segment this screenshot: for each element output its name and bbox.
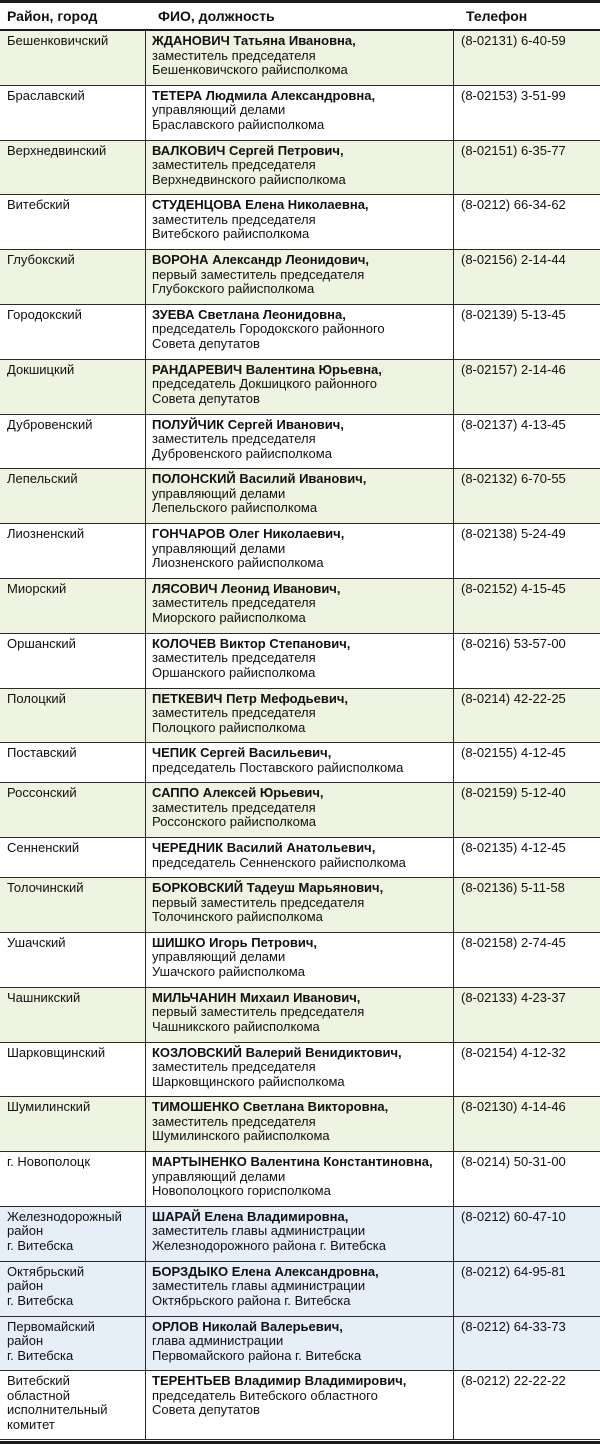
- person-given-name: Виктор Степанович,: [219, 635, 351, 651]
- person-cell: [146, 250, 454, 304]
- person-cell: [146, 305, 454, 359]
- district-cell: [0, 250, 146, 304]
- person-surname: САППО: [152, 785, 200, 801]
- person-position: председатель Поставского райисполкома: [152, 759, 404, 775]
- district-cell: [0, 305, 146, 359]
- phone-number: (8-02135) 4-12-45: [461, 840, 566, 856]
- phone-number: (8-02139) 5-13-45: [461, 306, 566, 322]
- district-name: Россонский: [7, 785, 77, 801]
- header-district: Район, город: [7, 8, 98, 24]
- table-row: [0, 1262, 600, 1317]
- phone-cell: [454, 1097, 600, 1151]
- person-name: [152, 746, 449, 761]
- person-given-name: Николай Валерьевич,: [202, 1318, 343, 1334]
- person-given-name: Александр Леонидович,: [212, 252, 369, 268]
- person-position: первый заместитель председателя Глубокского райисполкома: [152, 266, 365, 297]
- district-cell: [0, 1152, 146, 1206]
- person-surname: СТУДЕНЦОВА: [152, 197, 242, 213]
- person-surname: ЗУЕВА: [152, 306, 195, 322]
- person-name: [152, 991, 449, 1006]
- table-row: [0, 838, 600, 878]
- person-name: [152, 692, 449, 707]
- person-position: председатель Сенненского райисполкома: [152, 854, 406, 870]
- phone-cell: [454, 1043, 600, 1097]
- person-position: заместитель председателя Шарковщинского райисполкома: [152, 1059, 345, 1089]
- phone-number: (8-02158) 2-74-45: [461, 934, 566, 950]
- person-given-name: Петр Мефодьевич,: [226, 690, 349, 706]
- district-cell: [0, 743, 146, 782]
- person-name: [152, 1155, 449, 1170]
- person-cell: [146, 1371, 454, 1439]
- phone-cell: [454, 838, 600, 877]
- phone-number: (8-02151) 6-35-77: [461, 142, 566, 158]
- phone-number: (8-02159) 5-12-40: [461, 785, 566, 801]
- person-surname: ТЕРЕНТЬЕВ: [152, 1373, 231, 1389]
- table-row: [0, 689, 600, 744]
- phone-number: (8-02137) 4-13-45: [461, 416, 566, 432]
- person-surname: ОРЛОВ: [152, 1318, 199, 1334]
- person-surname: ТИМОШЕНКО: [152, 1099, 240, 1115]
- person-surname: ПОЛУЙЧИК: [152, 416, 225, 432]
- person-cell: [146, 689, 454, 743]
- phone-number: (8-0212) 22-22-22: [461, 1373, 566, 1389]
- person-given-name: Светлана Леонидовна,: [198, 306, 346, 322]
- person-name: [152, 1374, 449, 1389]
- person-cell: [146, 415, 454, 469]
- header-person: ФИО, должность: [158, 8, 275, 24]
- person-name: [152, 582, 449, 597]
- table-header: [0, 0, 600, 31]
- person-given-name: Светлана Викторовна,: [243, 1099, 389, 1115]
- person-position: заместитель председателя Миорского райисполкома: [152, 595, 316, 625]
- phone-number: (8-0212) 64-95-81: [461, 1263, 566, 1279]
- phone-cell: [454, 1317, 600, 1371]
- phone-number: (8-0212) 60-47-10: [461, 1208, 566, 1224]
- person-surname: БОРКОВСКИЙ: [152, 880, 244, 896]
- person-given-name: Валерий Венидиктович,: [245, 1044, 402, 1060]
- table-row: [0, 1371, 600, 1440]
- person-name: [152, 1210, 449, 1225]
- district-name: Поставский: [7, 745, 77, 761]
- district-name: Первомайский район г. Витебска: [7, 1318, 95, 1363]
- district-cell: [0, 933, 146, 987]
- district-name: Витебский: [7, 197, 70, 213]
- phone-number: (8-0212) 66-34-62: [461, 197, 566, 213]
- person-given-name: Людмила Александровна,: [205, 87, 376, 103]
- phone-number: (8-02130) 4-14-46: [461, 1099, 566, 1115]
- person-cell: [146, 469, 454, 523]
- phone-cell: [454, 415, 600, 469]
- table-row: [0, 141, 600, 196]
- person-name: [152, 936, 449, 951]
- person-surname: МАРТЫНЕНКО: [152, 1154, 247, 1170]
- person-cell: [146, 1262, 454, 1316]
- person-surname: МИЛЬЧАНИН: [152, 989, 237, 1005]
- table-row: [0, 579, 600, 634]
- phone-cell: [454, 1371, 600, 1439]
- district-name: Толочинский: [7, 880, 84, 896]
- district-name: Шарковщинский: [7, 1044, 106, 1060]
- phone-number: (8-0216) 53-57-00: [461, 635, 566, 651]
- phone-number: (8-02153) 3-51-99: [461, 87, 566, 103]
- district-cell: [0, 1262, 146, 1316]
- phone-number: (8-02155) 4-12-45: [461, 745, 566, 761]
- phone-number: (8-02136) 5-11-58: [461, 880, 565, 896]
- table-row: [0, 783, 600, 838]
- district-cell: [0, 31, 146, 85]
- district-name: Городокский: [7, 306, 82, 322]
- person-cell: [146, 579, 454, 633]
- person-given-name: Елена Владимировна,: [204, 1208, 349, 1224]
- person-surname: БОРЗДЫКО: [152, 1263, 229, 1279]
- phone-number: (8-0212) 64-33-73: [461, 1318, 566, 1334]
- phone-cell: [454, 743, 600, 782]
- person-given-name: Василий Иванович,: [239, 471, 367, 487]
- district-name: Шумилинский: [7, 1099, 91, 1115]
- person-name: [152, 881, 449, 896]
- district-name: Миорский: [7, 580, 67, 596]
- district-cell: [0, 1317, 146, 1371]
- district-cell: [0, 1043, 146, 1097]
- table-row: [0, 878, 600, 933]
- person-surname: ШИШКО: [152, 934, 206, 950]
- table-row: [0, 250, 600, 305]
- district-name: Браславский: [7, 87, 85, 103]
- person-cell: [146, 1043, 454, 1097]
- person-given-name: Татьяна Ивановна,: [233, 33, 356, 48]
- person-surname: ЛЯСОВИЧ: [152, 580, 218, 596]
- phone-cell: [454, 360, 600, 414]
- district-cell: [0, 360, 146, 414]
- phone-number: (8-0214) 42-22-25: [461, 690, 566, 706]
- person-position: глава администрации Первомайского района г. Витебска: [152, 1333, 362, 1363]
- person-name: [152, 363, 449, 378]
- table-row: [0, 1097, 600, 1152]
- person-name: [152, 253, 449, 268]
- district-name: Железнодорожный район г. Витебска: [7, 1208, 122, 1253]
- table-row: [0, 360, 600, 415]
- phone-number: (8-0214) 50-31-00: [461, 1154, 566, 1170]
- person-position: заместитель председателя Верхнедвинского райисполкома: [152, 157, 346, 187]
- person-position: заместитель главы администрации Октябрьского района г. Витебска: [152, 1278, 366, 1308]
- table-row: [0, 634, 600, 689]
- person-given-name: Тадеуш Марьянович,: [246, 880, 384, 896]
- person-surname: КОЗЛОВСКИЙ: [152, 1044, 243, 1060]
- person-surname: ПЕТКЕВИЧ: [152, 690, 223, 706]
- person-position: управляющий делами Новополоцкого горисполкома: [152, 1168, 331, 1199]
- person-cell: [146, 988, 454, 1042]
- table-row: [0, 305, 600, 360]
- phone-cell: [454, 1207, 600, 1261]
- district-name: Сенненский: [7, 840, 80, 856]
- district-name: Докшицкий: [7, 361, 75, 377]
- table-row: [0, 469, 600, 524]
- person-name: [152, 308, 449, 323]
- person-surname: ГОНЧАРОВ: [152, 526, 226, 542]
- district-cell: [0, 1097, 146, 1151]
- phone-cell: [454, 689, 600, 743]
- person-name: [152, 34, 449, 49]
- person-cell: [146, 838, 454, 877]
- phone-cell: [454, 988, 600, 1042]
- person-given-name: Михаил Иванович,: [239, 989, 361, 1005]
- phone-number: (8-02154) 4-12-32: [461, 1044, 566, 1060]
- person-name: [152, 1320, 449, 1335]
- person-name: [152, 472, 449, 487]
- person-cell: [146, 195, 454, 249]
- phone-number: (8-02133) 4-23-37: [461, 989, 566, 1005]
- person-cell: [146, 743, 454, 782]
- person-name: [152, 1265, 449, 1280]
- phone-cell: [454, 195, 600, 249]
- person-position: управляющий делами Лиозненского райисполкома: [152, 540, 324, 571]
- table-row: [0, 988, 600, 1043]
- person-name: [152, 144, 449, 159]
- person-position: управляющий делами Лепельского райисполкома: [152, 485, 318, 516]
- district-cell: [0, 689, 146, 743]
- person-position: заместитель главы администрации Железнодорожного района г. Витебска: [152, 1223, 386, 1253]
- person-given-name: Сергей Иванович,: [227, 416, 344, 432]
- district-name: Октябрьский район г. Витебска: [7, 1263, 85, 1308]
- person-position: председатель Витебского областного Совета депутатов: [152, 1387, 378, 1418]
- person-given-name: Леонид Иванович,: [221, 580, 341, 596]
- district-cell: [0, 524, 146, 578]
- person-cell: [146, 1317, 454, 1371]
- person-position: заместитель председателя Оршанского райисполкома: [152, 650, 316, 680]
- district-name: Верхнедвинский: [7, 142, 107, 158]
- district-cell: [0, 141, 146, 195]
- person-cell: [146, 634, 454, 688]
- person-cell: [146, 1207, 454, 1261]
- district-name: Дубровенский: [7, 416, 93, 432]
- district-cell: [0, 86, 146, 140]
- person-surname: ТЕТЕРА: [152, 87, 203, 103]
- person-position: заместитель председателя Дубровенского райисполкома: [152, 431, 332, 461]
- table-row: [0, 31, 600, 86]
- person-cell: [146, 141, 454, 195]
- person-position: первый заместитель председателя Толочинского райисполкома: [152, 894, 365, 925]
- person-position: управляющий делами Браславского райисполкома: [152, 102, 325, 132]
- person-position: заместитель председателя Шумилинского райисполкома: [152, 1113, 330, 1144]
- person-surname: ВОРОНА: [152, 252, 209, 268]
- person-position: заместитель председателя Бешенковичского райисполкома: [152, 47, 348, 77]
- phone-number: (8-02138) 5-24-49: [461, 526, 566, 542]
- phone-cell: [454, 878, 600, 932]
- person-position: заместитель председателя Россонского райисполкома: [152, 799, 317, 830]
- district-cell: [0, 1207, 146, 1261]
- person-surname: КОЛОЧЕВ: [152, 635, 217, 651]
- district-name: Бешенковичский: [7, 33, 109, 48]
- person-cell: [146, 31, 454, 85]
- person-surname: ШАРАЙ: [152, 1208, 201, 1224]
- phone-cell: [454, 783, 600, 837]
- person-surname: ЧЕРЕДНИК: [152, 840, 224, 856]
- person-position: первый заместитель председателя Чашникского райисполкома: [152, 1004, 365, 1034]
- person-cell: [146, 360, 454, 414]
- person-name: [152, 89, 449, 104]
- person-position: заместитель председателя Полоцкого райисполкома: [152, 705, 316, 735]
- phone-cell: [454, 1262, 600, 1316]
- person-name: [152, 841, 449, 856]
- person-position: заместитель председателя Витебского райисполкома: [152, 211, 316, 242]
- phone-cell: [454, 31, 600, 85]
- table-row: [0, 1152, 600, 1207]
- phone-number: (8-02152) 4-15-45: [461, 580, 566, 596]
- person-position: управляющий делами Ушачского райисполкома: [152, 949, 305, 979]
- person-name: [152, 1100, 449, 1115]
- district-cell: [0, 579, 146, 633]
- person-given-name: Валентина Константиновна,: [250, 1154, 433, 1170]
- person-cell: [146, 1152, 454, 1206]
- table-row: [0, 524, 600, 579]
- phone-cell: [454, 141, 600, 195]
- person-given-name: Сергей Петрович,: [228, 142, 344, 158]
- person-given-name: Елена Николаевна,: [245, 197, 369, 213]
- person-cell: [146, 933, 454, 987]
- person-given-name: Елена Александровна,: [231, 1263, 379, 1279]
- phone-number: (8-02156) 2-14-44: [461, 252, 566, 268]
- person-position: председатель Докшицкого районного Совета депутатов: [152, 376, 377, 406]
- district-cell: [0, 988, 146, 1042]
- person-name: [152, 1046, 449, 1061]
- person-name: [152, 527, 449, 542]
- phone-cell: [454, 305, 600, 359]
- table-row: [0, 1043, 600, 1098]
- person-cell: [146, 1097, 454, 1151]
- district-name: г. Новополоцк: [7, 1154, 91, 1170]
- person-name: [152, 418, 449, 433]
- person-cell: [146, 783, 454, 837]
- person-given-name: Алексей Юрьевич,: [202, 785, 324, 801]
- district-cell: [0, 783, 146, 837]
- person-name: [152, 198, 449, 213]
- district-name: Ушачский: [7, 934, 66, 950]
- phone-cell: [454, 86, 600, 140]
- district-cell: [0, 634, 146, 688]
- district-name: Чашникский: [7, 989, 81, 1005]
- district-cell: [0, 469, 146, 523]
- person-given-name: Владимир Владимирович,: [234, 1373, 407, 1389]
- table-row: [0, 195, 600, 250]
- person-cell: [146, 86, 454, 140]
- phone-cell: [454, 933, 600, 987]
- person-position: председатель Городокского районного Совета депутатов: [152, 321, 385, 351]
- phone-cell: [454, 579, 600, 633]
- person-surname: ПОЛОНСКИЙ: [152, 471, 236, 487]
- phone-number: (8-02132) 6-70-55: [461, 471, 566, 487]
- person-name: [152, 786, 449, 801]
- district-name: Лиозненский: [7, 526, 85, 542]
- district-cell: [0, 415, 146, 469]
- phone-cell: [454, 634, 600, 688]
- person-given-name: Сергей Васильевич,: [200, 745, 332, 761]
- phone-number: (8-02131) 6-40-59: [461, 33, 566, 48]
- district-name: Лепельский: [7, 471, 78, 487]
- person-surname: ВАЛКОВИЧ: [152, 142, 226, 158]
- person-given-name: Валентина Юрьевна,: [245, 361, 382, 377]
- person-given-name: Олег Николаевич,: [228, 526, 345, 542]
- person-name: [152, 637, 449, 652]
- table-row: [0, 933, 600, 988]
- district-name: Витебский областной исполнительный комитет: [7, 1373, 108, 1432]
- table-row: [0, 415, 600, 470]
- person-cell: [146, 878, 454, 932]
- phone-number: (8-02157) 2-14-46: [461, 361, 566, 377]
- person-given-name: Василий Анатольевич,: [226, 840, 376, 856]
- person-cell: [146, 524, 454, 578]
- person-surname: ЖДАНОВИЧ: [152, 33, 230, 48]
- table-row: [0, 1317, 600, 1372]
- district-name: Оршанский: [7, 635, 76, 651]
- person-given-name: Игорь Петрович,: [209, 934, 318, 950]
- district-name: Глубокский: [7, 252, 75, 268]
- header-phone: Телефон: [466, 8, 528, 24]
- district-cell: [0, 878, 146, 932]
- phone-cell: [454, 469, 600, 523]
- district-cell: [0, 1371, 146, 1439]
- table-body: [0, 31, 600, 1440]
- person-surname: ЧЕПИК: [152, 745, 197, 761]
- district-cell: [0, 195, 146, 249]
- district-name: Полоцкий: [7, 690, 66, 706]
- person-surname: РАНДАРЕВИЧ: [152, 361, 243, 377]
- district-cell: [0, 838, 146, 877]
- table-row: [0, 86, 600, 141]
- table-row: [0, 1207, 600, 1262]
- phone-cell: [454, 1152, 600, 1206]
- phone-cell: [454, 524, 600, 578]
- table-row: [0, 743, 600, 783]
- phone-cell: [454, 250, 600, 304]
